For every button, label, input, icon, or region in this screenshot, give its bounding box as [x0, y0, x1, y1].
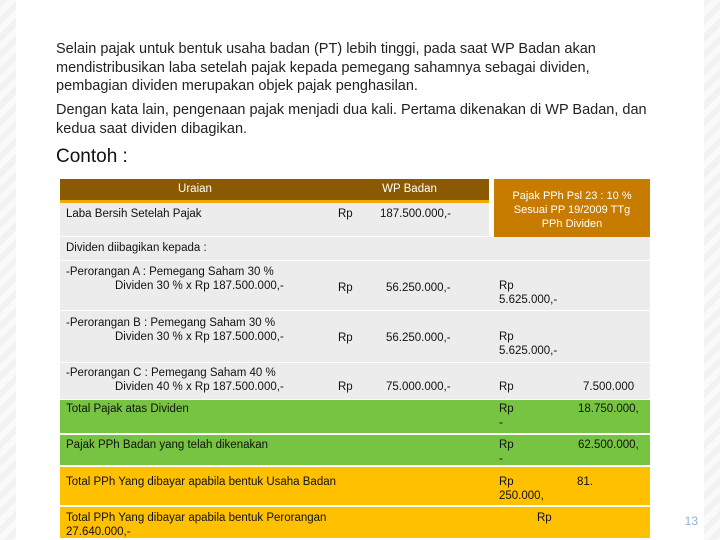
dividen-label-row [60, 237, 650, 261]
total-usaha-part: 250.000, [499, 490, 544, 502]
pph-badan-value: 62.500.000, [578, 439, 639, 451]
right-edge-pattern [704, 0, 720, 540]
row-b-rp: Rp [338, 332, 353, 344]
row-b-wp [330, 311, 489, 363]
total-usaha-value: 81. [577, 476, 593, 488]
row-a-value: 56.250.000,- [386, 282, 451, 294]
total-pajak-label: Total Pajak atas Dividen [66, 403, 189, 415]
left-edge-pattern [0, 0, 16, 540]
row-c-line2: Dividen 40 % x Rp 187.500.000,- [115, 381, 284, 393]
row-a-rp: Rp [338, 282, 353, 294]
row-a-tax-rp: Rp [499, 280, 514, 292]
total-usaha-rp: Rp [499, 476, 514, 488]
row-b-value: 56.250.000,- [386, 332, 451, 344]
total-usaha-label: Total PPh Yang dibayar apabila bentuk Usaha Badan [66, 476, 337, 488]
row-a-wp [330, 261, 489, 311]
laba-label-cell [60, 203, 330, 237]
header-uraian: Uraian [60, 179, 330, 203]
total-usaha-row [60, 467, 650, 507]
pph-badan-rp: Rp [499, 439, 514, 451]
total-perorangan-label: Total PPh Yang dibayar apabila bentuk Perorangan [66, 512, 327, 524]
row-c-tax-rp: Rp [499, 381, 514, 393]
laba-value-cell [330, 203, 489, 237]
second-paragraph: Dengan kata lain, pengenaan pajak menjadi dua kali. Pertama dikenakan di WP Badan, dan kedua saat dividen dibagikan. [56, 102, 647, 137]
row-b-tax-value: 5.625.000,- [499, 345, 558, 357]
laba-rp: Rp [338, 208, 353, 220]
row-c-tax [489, 363, 650, 400]
row-a-tax-value: 5.625.000,- [499, 294, 558, 306]
row-b-tax [489, 311, 650, 363]
row-b-line1: -Perorangan B : Pemegang Saham 30 % [66, 317, 276, 329]
total-perorangan-row [60, 507, 650, 540]
row-b-tax-rp: Rp [499, 331, 514, 343]
dividen-label: Dividen diibagikan kepada : [66, 242, 207, 254]
total-perorangan-rp: Rp [537, 512, 552, 524]
total-pajak-rp: Rp [499, 403, 514, 415]
page-number: 13 [684, 514, 698, 528]
row-c-desc [60, 363, 330, 400]
total-pajak-row [60, 400, 650, 435]
total-pajak-dash: - [499, 417, 503, 429]
total-perorangan-value: 27.640.000,- [66, 526, 131, 538]
row-a-line2: Dividen 30 % x Rp 187.500.000,- [115, 280, 284, 292]
pph-badan-dash: - [499, 453, 503, 465]
example-heading: Contoh : [56, 146, 128, 167]
intro-paragraph: Selain pajak untuk bentuk usaha badan (PT) lebih tinggi, pada saat WP Badan akan mendistribusikan laba setelah pajak kepada pemegang sahamnya sebagai dividen, pembagian dividen merupakan objek pajak penghasilan. [56, 41, 596, 94]
header-wp-badan: WP Badan [330, 179, 489, 203]
row-a-line1: -Perorangan A : Pemegang Saham 30 % [66, 266, 274, 278]
row-a-tax [489, 261, 650, 311]
pph-badan-row [60, 435, 650, 467]
header-pajak-pph: Pajak PPh Psl 23 : 10 % Sesuai PP 19/2009 TTg PPh Dividen [494, 179, 650, 237]
row-c-wp [330, 363, 489, 400]
total-pajak-value: 18.750.000, [578, 403, 639, 415]
row-c-value: 75.000.000,- [386, 381, 451, 393]
row-c-rp: Rp [338, 381, 353, 393]
row-b-line2: Dividen 30 % x Rp 187.500.000,- [115, 331, 284, 343]
row-b-desc [60, 311, 330, 363]
row-a-desc [60, 261, 330, 311]
laba-value: 187.500.000,- [380, 208, 451, 220]
laba-label: Laba Bersih Setelah Pajak [66, 208, 202, 220]
row-c-tax-value: 7.500.000 [583, 381, 635, 393]
pph-badan-label: Pajak PPh Badan yang telah dikenakan [66, 439, 269, 451]
row-c-line1: -Perorangan C : Pemegang Saham 40 % [66, 367, 276, 379]
